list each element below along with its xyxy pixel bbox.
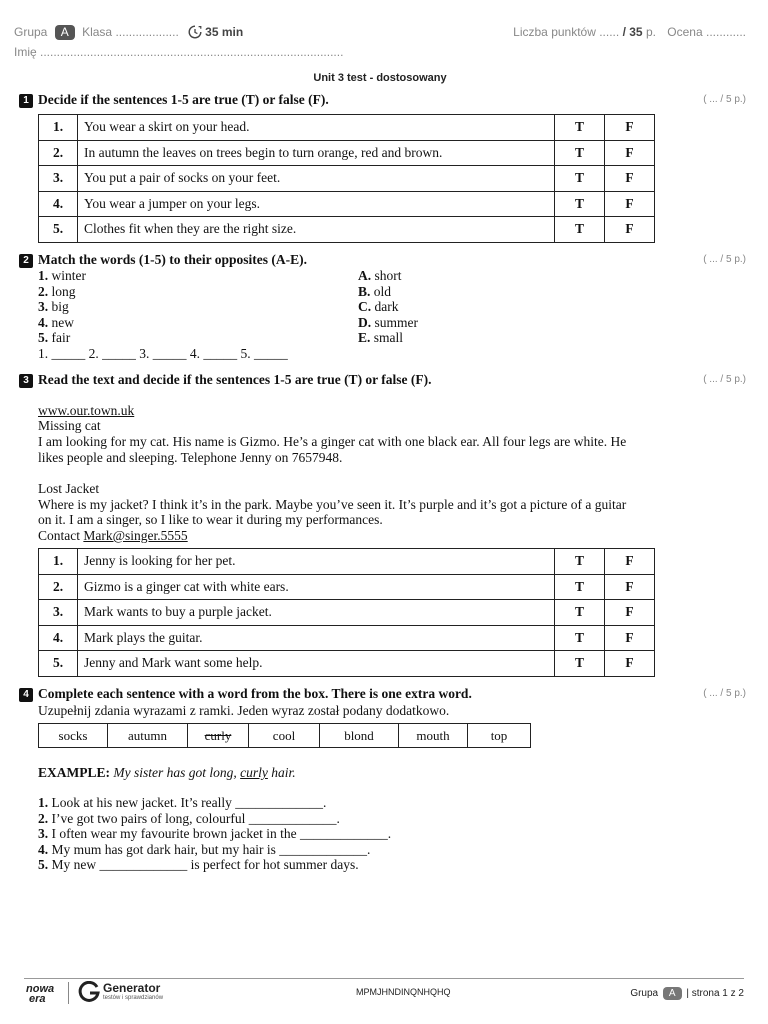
- q3-table: [38, 548, 655, 677]
- points-header: [513, 25, 746, 39]
- word-box-item: mouth: [399, 724, 468, 748]
- name-label: Imię: [14, 45, 37, 59]
- word-box-item: autumn: [108, 724, 188, 748]
- row-number: 3.: [39, 166, 78, 192]
- item-text: new: [51, 314, 74, 330]
- true-option[interactable]: T: [555, 217, 605, 243]
- item-key: 3.: [38, 826, 49, 842]
- gap-sentence: [38, 826, 391, 842]
- item-text: I’ve got two pairs of long, colourful _____________.: [51, 810, 340, 826]
- logo-line-1: nowa: [26, 983, 55, 995]
- test-title: Unit 3 test - dostosowany: [313, 72, 447, 84]
- item-text: summer: [374, 314, 418, 330]
- q4-sentences: [38, 795, 391, 873]
- contact-value: Mark@singer.5555: [83, 528, 188, 543]
- item-key: E.: [358, 330, 371, 346]
- group-badge: A: [55, 25, 75, 40]
- match-opposite: [358, 299, 418, 315]
- name-row: [14, 45, 343, 59]
- true-option[interactable]: T: [555, 574, 605, 600]
- footer-page-info: [630, 987, 744, 1000]
- item-text: small: [373, 330, 404, 346]
- contact-label: Contact: [38, 528, 84, 543]
- row-sentence: You put a pair of socks on your feet.: [78, 166, 555, 192]
- example-pre: My sister has got long,: [113, 765, 241, 780]
- q4-instruction-pl: Uzupełnij zdania wyrazami z ramki. Jeden wyraz został podany dodatkowo.: [38, 703, 450, 718]
- logo-separator: [68, 982, 69, 1004]
- item-text: Look at his new jacket. It’s really _____________.: [51, 795, 327, 810]
- ad2-contact: [38, 528, 188, 544]
- row-number: 4.: [39, 191, 78, 217]
- gap-sentence: [38, 811, 391, 827]
- false-option[interactable]: F: [605, 217, 655, 243]
- q3-url: www.our.town.uk: [38, 403, 135, 418]
- name-dots: ...........................................................................................: [40, 45, 344, 59]
- table-row: [39, 549, 655, 575]
- match-word: [38, 284, 86, 300]
- item-key: 5.: [38, 857, 49, 873]
- false-option[interactable]: F: [605, 115, 655, 141]
- item-text: My new _____________ is perfect for hot summer days.: [51, 857, 359, 873]
- item-key: 2.: [38, 810, 49, 826]
- q1-table: [38, 114, 655, 243]
- row-number: 1.: [39, 549, 78, 575]
- q3-instruction: Read the text and decide if the sentences 1-5 are true (T) or false (F).: [38, 372, 432, 387]
- row-number: 5.: [39, 217, 78, 243]
- footer-group-badge: A: [663, 987, 682, 1000]
- ad2-line-2: on it. I am a singer, so I like to wear it during my performances.: [38, 512, 383, 527]
- document-code: MPMJHNDINQNHQHQ: [356, 987, 451, 997]
- row-sentence: Mark plays the guitar.: [78, 625, 555, 651]
- false-option[interactable]: F: [605, 549, 655, 575]
- q3-points: ( ... / 5 p.): [703, 374, 746, 385]
- item-text: My mum has got dark hair, but my hair is _____________.: [51, 841, 371, 857]
- q2-points: ( ... / 5 p.): [703, 254, 746, 265]
- true-option[interactable]: T: [555, 600, 605, 626]
- false-option[interactable]: F: [605, 651, 655, 677]
- q2-right-list: [358, 268, 418, 346]
- class-dots: ...................: [115, 25, 179, 39]
- ad2-title: Lost Jacket: [38, 481, 100, 496]
- ad2-line-1: Where is my jacket? I think it’s in the park. Maybe you’ve seen it. It’s purple and it’s got a picture of a guitar: [38, 497, 627, 512]
- false-option[interactable]: F: [605, 140, 655, 166]
- row-sentence: Clothes fit when they are the right size.: [78, 217, 555, 243]
- q1-points: ( ... / 5 p.): [703, 94, 746, 105]
- generator-name: Generator: [103, 981, 161, 995]
- item-text: fair: [51, 330, 71, 346]
- word-box-item: blond: [320, 724, 399, 748]
- match-word: [38, 330, 86, 346]
- points-label: Liczba punktów ......: [513, 25, 620, 39]
- table-row: [39, 140, 655, 166]
- example-word: curly: [240, 765, 268, 780]
- item-key: 1.: [38, 268, 49, 283]
- clock-icon: [188, 25, 202, 39]
- q2-answer-line: 1. _____ 2. _____ 3. _____ 4. _____ 5. _____: [38, 346, 288, 361]
- item-text: long: [51, 283, 76, 299]
- item-key: 4.: [38, 841, 49, 857]
- header-row: [14, 25, 243, 40]
- item-text: big: [51, 299, 69, 315]
- gap-sentence: [38, 842, 391, 858]
- q4-example: [38, 765, 296, 781]
- row-sentence: Jenny and Mark want some help.: [78, 651, 555, 677]
- word-box-item: curly: [188, 724, 249, 748]
- timer: [188, 25, 243, 39]
- grade-label: Ocena ............: [667, 25, 746, 39]
- question-number-3: 3: [19, 374, 33, 388]
- match-word: [38, 268, 86, 284]
- example-post: hair.: [267, 765, 296, 780]
- match-opposite: [358, 268, 418, 284]
- item-key: 5.: [38, 330, 49, 346]
- match-opposite: [358, 315, 418, 331]
- q4-instruction: Complete each sentence with a word from the box. There is one extra word.: [38, 686, 472, 701]
- row-sentence: Jenny is looking for her pet.: [78, 549, 555, 575]
- example-label: EXAMPLE:: [38, 765, 110, 780]
- word-box-item: cool: [249, 724, 320, 748]
- word-box-item: socks: [39, 724, 108, 748]
- q2-left-list: [38, 268, 86, 346]
- item-key: 4.: [38, 314, 49, 330]
- class-label: Klasa: [82, 25, 113, 39]
- generator-logo-icon: [78, 981, 100, 1003]
- footer-divider: [24, 978, 744, 979]
- match-word: [38, 299, 86, 315]
- gap-sentence: [38, 795, 391, 811]
- table-row: [39, 574, 655, 600]
- row-number: 2.: [39, 140, 78, 166]
- item-key: 3.: [38, 299, 49, 315]
- question-number-1: 1: [19, 94, 33, 108]
- points-unit: p.: [645, 25, 656, 39]
- group-label: Grupa: [14, 25, 48, 39]
- table-row: [39, 625, 655, 651]
- q2-instruction: Match the words (1-5) to their opposites (A-E).: [38, 252, 307, 267]
- table-row: [39, 191, 655, 217]
- item-text: I often wear my favourite brown jacket in the _____________.: [51, 826, 392, 842]
- row-sentence: Gizmo is a ginger cat with white ears.: [78, 574, 555, 600]
- logo-line-2: era: [29, 993, 46, 1005]
- row-sentence: Mark wants to buy a purple jacket.: [78, 600, 555, 626]
- word-box-item: top: [468, 724, 531, 748]
- row-number: 2.: [39, 574, 78, 600]
- points-total: / 35: [622, 25, 643, 39]
- table-row: [39, 115, 655, 141]
- item-text: short: [374, 268, 402, 283]
- row-number: 3.: [39, 600, 78, 626]
- item-text: old: [373, 283, 392, 299]
- true-option[interactable]: T: [555, 140, 605, 166]
- q1-instruction: Decide if the sentences 1-5 are true (T) or false (F).: [38, 92, 329, 107]
- table-row: [39, 217, 655, 243]
- question-number-4: 4: [19, 688, 33, 702]
- item-key: B.: [358, 283, 371, 299]
- nowa-era-logo: [26, 984, 54, 1004]
- false-option[interactable]: F: [605, 166, 655, 192]
- row-number: 4.: [39, 625, 78, 651]
- item-key: 2.: [38, 283, 49, 299]
- time-value: 35 min: [205, 25, 244, 39]
- false-option[interactable]: F: [605, 600, 655, 626]
- ad1-title: Missing cat: [38, 418, 101, 433]
- row-sentence: You wear a jumper on your legs.: [78, 191, 555, 217]
- gap-sentence: [38, 857, 391, 873]
- true-option[interactable]: T: [555, 549, 605, 575]
- item-text: dark: [374, 299, 399, 315]
- item-key: C.: [358, 299, 372, 315]
- item-key: D.: [358, 314, 372, 330]
- ad1-line-2: likes people and sleeping. Telephone Jenny on 7657948.: [38, 450, 343, 465]
- row-number: 5.: [39, 651, 78, 677]
- table-row: [39, 600, 655, 626]
- row-sentence: You wear a skirt on your head.: [78, 115, 555, 141]
- true-option[interactable]: T: [555, 166, 605, 192]
- true-option[interactable]: T: [555, 191, 605, 217]
- row-number: 1.: [39, 115, 78, 141]
- match-opposite: [358, 284, 418, 300]
- page-number: | strona 1 z 2: [686, 988, 744, 999]
- generator-subtitle: testów i sprawdzianów: [103, 995, 164, 1001]
- match-opposite: [358, 330, 418, 346]
- false-option[interactable]: F: [605, 625, 655, 651]
- match-word: [38, 315, 86, 331]
- true-option[interactable]: T: [555, 625, 605, 651]
- item-key: 1.: [38, 795, 49, 810]
- row-sentence: In autumn the leaves on trees begin to turn orange, red and brown.: [78, 140, 555, 166]
- word-box: [38, 723, 531, 748]
- ad1-line-1: I am looking for my cat. His name is Gizmo. He’s a ginger cat with one black ear. All four legs are white. He: [38, 434, 627, 449]
- false-option[interactable]: F: [605, 191, 655, 217]
- footer-group-label: Grupa: [630, 988, 659, 999]
- question-number-2: 2: [19, 254, 33, 268]
- true-option[interactable]: T: [555, 115, 605, 141]
- table-row: [39, 651, 655, 677]
- item-key: A.: [358, 268, 372, 283]
- false-option[interactable]: F: [605, 574, 655, 600]
- table-row: [39, 166, 655, 192]
- true-option[interactable]: T: [555, 651, 605, 677]
- item-text: winter: [51, 268, 86, 283]
- q4-points: ( ... / 5 p.): [703, 688, 746, 699]
